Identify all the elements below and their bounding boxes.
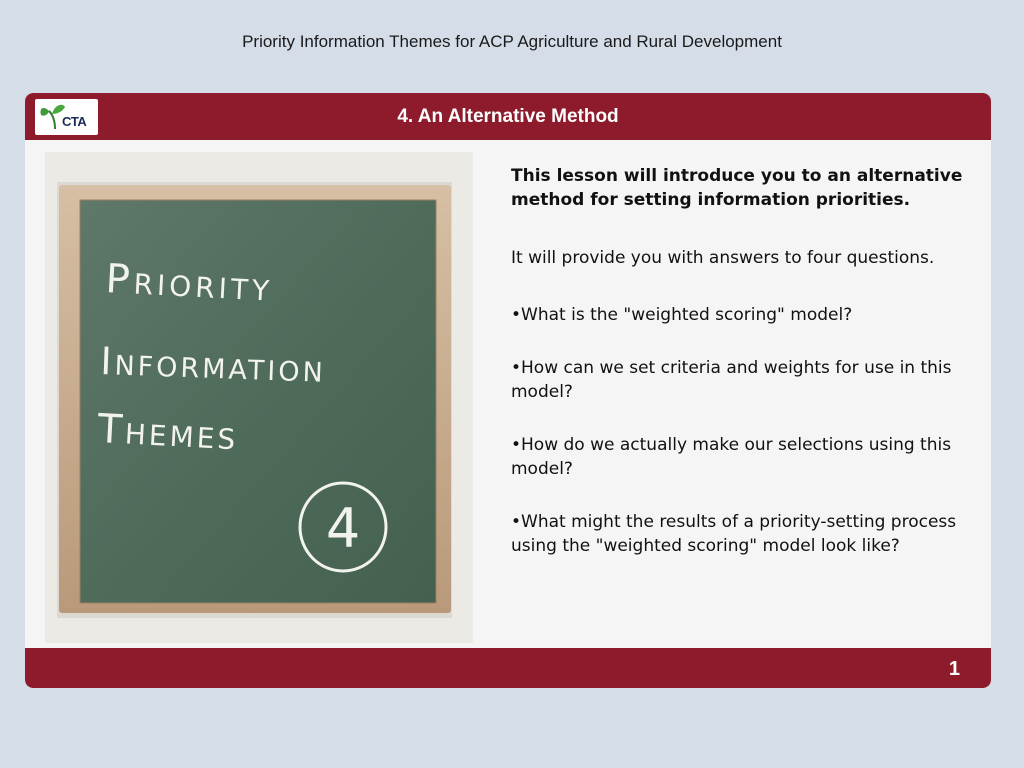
question-bullet: •How do we actually make our selections using this model? — [511, 435, 952, 479]
chalk-number: 4 — [325, 497, 361, 560]
question-bullet: •How can we set criteria and weights for use in this model? — [511, 358, 952, 402]
lesson-text — [511, 164, 971, 587]
question-bullet: •What is the "weighted scoring" model? — [511, 305, 853, 325]
intro-paragraph: This lesson will introduce you to an alternative method for setting information priorities. — [511, 166, 963, 210]
chalk-text-line-3: Themes — [96, 406, 240, 460]
chalkboard-image — [45, 152, 473, 643]
chalk-text-line-1: Priority — [104, 256, 275, 311]
slide-footer — [25, 648, 991, 688]
question-bullet: •What might the results of a priority-setting process using the "weighted scoring" model look like? — [511, 512, 957, 556]
slide-panel — [25, 93, 991, 688]
chalkboard-drawing — [45, 152, 473, 643]
lead-paragraph: It will provide you with answers to four questions. — [511, 248, 935, 268]
presentation-title: Priority Information Themes for ACP Agriculture and Rural Development — [242, 32, 782, 51]
slide-title: 4. An Alternative Method — [397, 106, 619, 127]
page-number: 1 — [948, 658, 960, 680]
chalk-text-line-2: Information — [99, 339, 327, 391]
slide-header — [25, 93, 991, 140]
logo-text: CTA — [62, 114, 87, 129]
